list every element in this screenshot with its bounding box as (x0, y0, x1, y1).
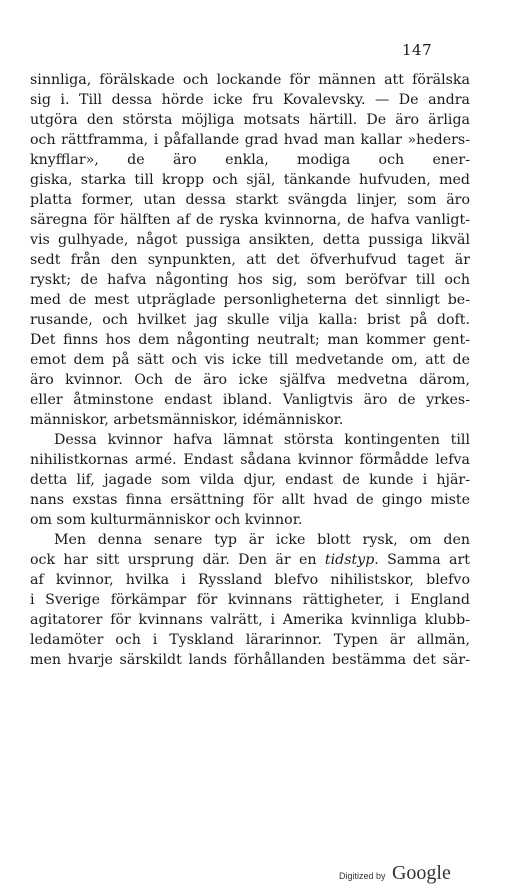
text-line: emot dem på sätt och vis icke till medvetande om, att de (30, 352, 470, 368)
text-line: äro kvinnor. Och de äro icke själfva medvetna därom, (30, 372, 470, 388)
text-line: i Sverige förkämpar för kvinnans rättigheter, i England (30, 592, 470, 608)
text-line: människor, arbetsmänniskor, idémänniskor. (30, 412, 344, 428)
italic-term: tidstyp. (324, 552, 379, 568)
text-line: Dessa kvinnor hafva lämnat största kontingenten till (54, 432, 470, 448)
text-line: sig i. Till dessa hörde icke fru Kovalevsky. — De andra (30, 92, 470, 108)
text-line: giska, starka till kropp och själ, tänkande hufvuden, med (30, 172, 470, 188)
text-line: sedt från den synpunkten, att det öfverhufvud taget är (30, 252, 470, 268)
text-segment: ock har sitt ursprung där. Den är en (30, 552, 317, 568)
text-line: platta former, utan dessa starkt svängda linjer, som äro (30, 192, 470, 208)
page-number: 147 (402, 41, 433, 59)
digitized-label: Digitized by (339, 871, 386, 881)
text-segment: Samma art (387, 552, 470, 568)
text-line: Men denna senare typ är icke blott rysk, om den (54, 532, 470, 548)
text-line: ledamöter och i Tyskland lärarinnor. Typen är allmän, (30, 632, 470, 648)
digitized-watermark (339, 862, 451, 885)
text-line: utgöra den största möjliga motsats härtill. De äro ärliga (30, 112, 470, 128)
text-line (30, 550, 470, 570)
text-line: af kvinnor, hvilka i Ryssland blefvo nihilistskor, blefvo (30, 572, 470, 588)
text-line: och rättframma, i påfallande grad hvad man kallar »heders- (30, 132, 470, 148)
text-line: knyfflar», de äro enkla, modiga och ener- (30, 152, 470, 168)
text-line: ryskt; de hafva någonting hos sig, som beröfvar till och (30, 272, 470, 288)
text-line: säregna för hälften af de ryska kvinnorna, de hafva vanligt- (30, 212, 470, 228)
body-text (30, 70, 470, 670)
text-line: om som kulturmänniskor och kvinnor. (30, 512, 303, 528)
google-logo: Google (391, 862, 451, 884)
text-line: rusande, och hvilket jag skulle vilja kalla: brist på doft. (30, 312, 470, 328)
text-line: nans exstas finna ersättning för allt hvad de gingo miste (30, 492, 470, 508)
text-line: vis gulhyade, något pussiga ansikten, detta pussiga likväl (30, 232, 470, 248)
text-line: men hvarje särskildt lands förhållanden bestämma det sär- (30, 652, 470, 668)
text-line: eller åtminstone endast ibland. Vanligtvis äro de yrkes- (30, 392, 470, 408)
text-line: detta lif, jagade som vilda djur, endast de kunde i hjär- (30, 472, 470, 488)
text-line: sinnliga, förälskade och lockande för männen att förälska (30, 72, 470, 88)
text-line: Det finns hos dem någonting neutralt; man kommer gent- (30, 332, 470, 348)
text-line: med de mest utpräglade personligheterna det sinnligt be- (30, 292, 470, 308)
text-line: nihilistkornas armé. Endast sådana kvinnor förmådde lefva (30, 452, 470, 468)
text-line: agitatorer för kvinnans valrätt, i Amerika kvinnliga klubb- (30, 612, 470, 628)
